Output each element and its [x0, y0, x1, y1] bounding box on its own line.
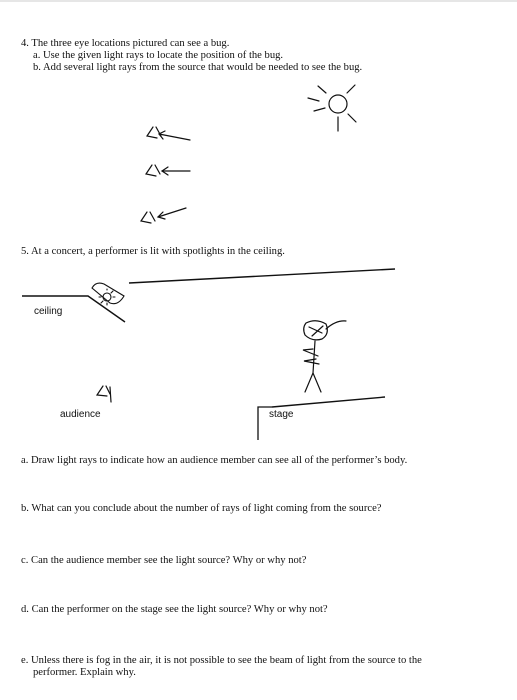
performer-stick-figure	[303, 321, 346, 392]
q4-part-a: a. Use the given light rays to locate the position of the bug.	[33, 50, 284, 61]
q5-part-e-line1: e. Unless there is fog in the air, it is not possible to see the beam of light from the source to the	[21, 655, 422, 666]
q5-part-d: d. Can the performer on the stage see the light source? Why or why not?	[21, 604, 328, 615]
q4-heading: 4. The three eye locations pictured can see a bug.	[21, 38, 230, 49]
q5-part-e-line2: performer. Explain why.	[33, 667, 136, 678]
stage-label: stage	[269, 409, 294, 420]
audience-label: audience	[60, 409, 101, 420]
audience-eye-icon	[97, 386, 111, 402]
q4-part-b: b. Add several light rays from the source that would be needed to see the bug.	[33, 62, 363, 73]
ceiling-line-right	[129, 269, 395, 283]
q5-heading: 5. At a concert, a performer is lit with spotlights in the ceiling.	[21, 246, 285, 257]
q5-part-c: c. Can the audience member see the light source? Why or why not?	[21, 555, 307, 566]
q5-part-a: a. Draw light rays to indicate how an audience member can see all of the performer’s body.	[21, 455, 408, 466]
q5-part-b: b. What can you conclude about the number of rays of light coming from the source?	[21, 503, 382, 514]
ceiling-label: ceiling	[34, 306, 63, 317]
stage-floor	[272, 397, 385, 407]
